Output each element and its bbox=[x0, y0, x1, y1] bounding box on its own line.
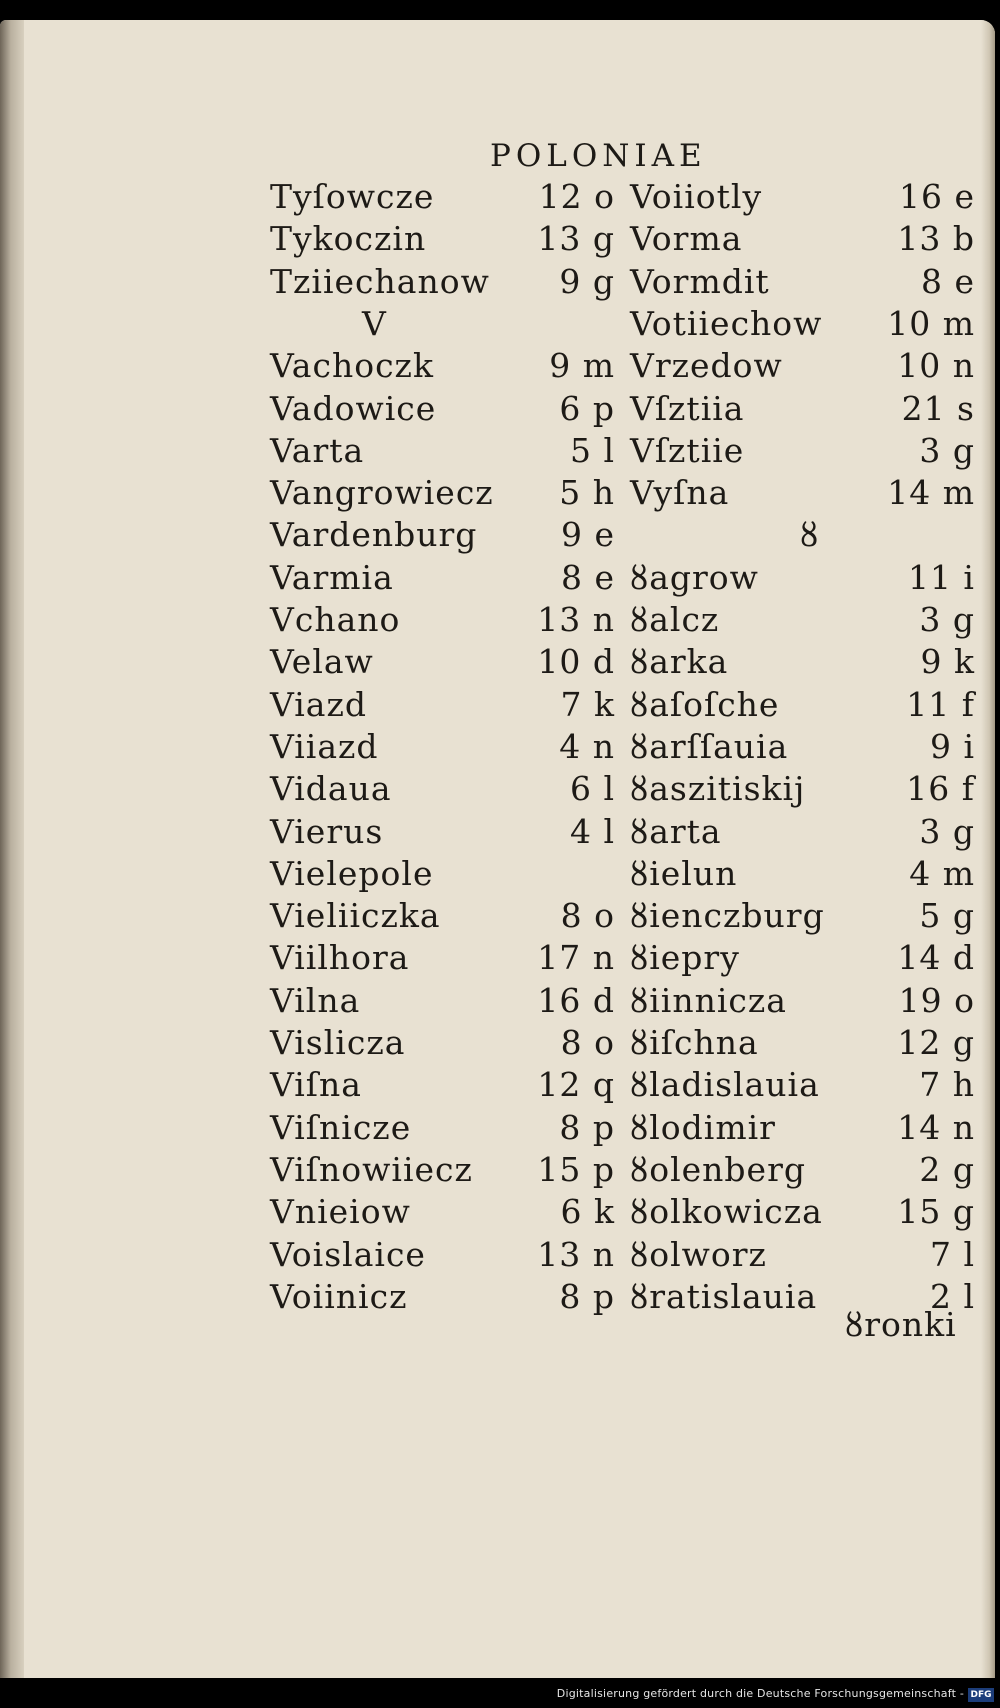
place-name: ȣlodimir bbox=[630, 1107, 776, 1147]
place-name: ȣaszitiskij bbox=[630, 769, 806, 809]
map-reference: 9 k bbox=[920, 642, 975, 682]
index-entry bbox=[0, 852, 995, 896]
index-entry bbox=[0, 767, 995, 811]
map-reference: 11 f bbox=[906, 684, 975, 724]
index-entry bbox=[0, 1190, 995, 1234]
map-reference: 19 o bbox=[898, 980, 975, 1020]
index-entry bbox=[0, 1106, 995, 1150]
map-reference: 2 g bbox=[919, 1149, 975, 1189]
map-reference: 15 p bbox=[537, 1149, 615, 1189]
map-reference: 8 o bbox=[560, 896, 615, 936]
map-reference: 14 m bbox=[887, 473, 975, 513]
map-reference: 3 g bbox=[919, 430, 975, 470]
map-reference: 3 g bbox=[919, 811, 975, 851]
map-reference: 6 k bbox=[560, 1192, 615, 1232]
index-entry bbox=[0, 217, 995, 261]
index-entry bbox=[0, 387, 995, 431]
place-name: Voiinicz bbox=[270, 1276, 408, 1316]
map-reference: 17 n bbox=[537, 938, 615, 978]
place-name: ȣielun bbox=[630, 853, 738, 893]
place-name: Viſnicze bbox=[270, 1107, 412, 1147]
map-reference: 13 n bbox=[537, 1234, 615, 1274]
place-name: Vieliiczka bbox=[270, 896, 441, 936]
index-entry bbox=[0, 598, 995, 642]
index-entry bbox=[0, 260, 995, 304]
place-name: ȣienczburg bbox=[630, 896, 825, 936]
place-name: Voiiotly bbox=[630, 177, 763, 216]
place-name: ȣolkowicza bbox=[630, 1192, 823, 1232]
dfg-logo: DFG bbox=[968, 1688, 994, 1702]
index-entry bbox=[0, 640, 995, 684]
index-entry bbox=[0, 936, 995, 980]
place-name: ȣagrow bbox=[630, 557, 759, 597]
map-reference: 12 o bbox=[538, 177, 615, 216]
index-entry bbox=[0, 810, 995, 854]
place-name: ȣiinnicza bbox=[630, 980, 787, 1020]
map-reference: 8 p bbox=[559, 1276, 615, 1316]
map-reference: 16 e bbox=[898, 177, 975, 216]
place-name: Vislicza bbox=[270, 1023, 406, 1062]
map-reference: 3 g bbox=[919, 600, 975, 639]
index-entry bbox=[0, 894, 995, 938]
place-name: Viilhora bbox=[270, 938, 410, 978]
map-reference: 9 m bbox=[549, 346, 615, 386]
index-entry bbox=[0, 683, 995, 727]
place-name: Vormdit bbox=[630, 261, 770, 301]
book-page bbox=[0, 20, 995, 1678]
map-reference: 9 e bbox=[560, 515, 615, 555]
map-reference: 13 g bbox=[537, 219, 615, 259]
map-reference: 4 m bbox=[909, 853, 975, 893]
place-name: Vſztiia bbox=[630, 388, 745, 428]
place-name: ȣolworz bbox=[630, 1234, 767, 1274]
place-name: ȣratislauia bbox=[630, 1276, 818, 1316]
place-name: Vielepole bbox=[270, 853, 434, 893]
map-reference: 10 d bbox=[537, 642, 615, 682]
place-name: ȣolenberg bbox=[630, 1149, 806, 1189]
map-reference: 5 l bbox=[569, 430, 615, 470]
catchword: ȣronki bbox=[845, 1305, 957, 1344]
map-reference: 8 e bbox=[560, 557, 615, 597]
map-reference: 7 h bbox=[919, 1065, 975, 1105]
section-letter-text: ȣ bbox=[800, 515, 820, 555]
place-name: Viiazd bbox=[270, 726, 379, 766]
index-entry bbox=[0, 344, 995, 388]
place-name: ȣalcz bbox=[630, 600, 720, 639]
place-name: Tyſowcze bbox=[270, 177, 435, 216]
map-reference: 4 n bbox=[559, 726, 615, 766]
place-name: Vrzedow bbox=[630, 346, 783, 386]
place-name: Vilna bbox=[270, 980, 361, 1020]
place-name: ȣiſchna bbox=[630, 1023, 759, 1062]
map-reference: 11 i bbox=[907, 557, 975, 597]
map-reference: 6 p bbox=[559, 388, 615, 428]
place-name: Voislaice bbox=[270, 1234, 426, 1274]
index-entry bbox=[0, 1021, 995, 1065]
map-reference: 15 g bbox=[897, 1192, 975, 1232]
index-entry bbox=[0, 471, 995, 515]
footer-bar bbox=[0, 1683, 1000, 1708]
map-reference: 9 g bbox=[559, 261, 615, 301]
index-entry bbox=[0, 1148, 995, 1192]
index-entry bbox=[0, 979, 995, 1023]
place-name: Varta bbox=[270, 430, 365, 470]
index-entry bbox=[0, 302, 995, 346]
place-name: Varmia bbox=[270, 557, 394, 597]
place-name: ȣaſoſche bbox=[630, 684, 780, 724]
index-entry bbox=[0, 1233, 995, 1277]
map-reference: 16 d bbox=[537, 980, 615, 1020]
map-reference: 5 h bbox=[559, 473, 615, 513]
section-letter-text: V bbox=[362, 303, 387, 343]
place-name: ȣarſſauia bbox=[630, 726, 789, 766]
map-reference: 13 n bbox=[537, 600, 615, 639]
map-reference: 4 l bbox=[569, 811, 615, 851]
map-reference: 7 k bbox=[560, 684, 615, 724]
place-name: Votiiechow bbox=[630, 303, 823, 343]
place-name: Velaw bbox=[270, 642, 374, 682]
place-name: ȣarka bbox=[630, 642, 729, 682]
place-name: Tykoczin bbox=[270, 219, 427, 259]
place-name: Vidaua bbox=[270, 769, 392, 809]
map-reference: 7 l bbox=[929, 1234, 975, 1274]
place-name: Vſztiie bbox=[630, 430, 745, 470]
map-reference: 10 m bbox=[887, 303, 975, 343]
place-name: Vachoczk bbox=[270, 346, 434, 386]
place-name: Vierus bbox=[270, 811, 384, 851]
map-reference: 12 g bbox=[897, 1023, 975, 1062]
place-name: Vorma bbox=[630, 219, 743, 259]
index-entry bbox=[0, 429, 995, 473]
page-heading: POLONIAE bbox=[490, 138, 707, 174]
place-name: ȣiepry bbox=[630, 938, 740, 978]
place-name: ȣladislauia bbox=[630, 1065, 820, 1105]
map-reference: 14 d bbox=[897, 938, 975, 978]
place-name: Viazd bbox=[270, 684, 367, 724]
place-name: Vnieiow bbox=[270, 1192, 411, 1232]
map-reference: 2 l bbox=[929, 1276, 975, 1316]
index-entry bbox=[0, 175, 995, 219]
place-name: Vardenburg bbox=[270, 515, 478, 555]
index-entry bbox=[0, 556, 995, 600]
section-letter bbox=[0, 513, 995, 557]
place-name: Vyſna bbox=[630, 473, 730, 513]
place-name: Vchano bbox=[270, 600, 401, 639]
map-reference: 12 q bbox=[537, 1065, 615, 1105]
map-reference: 5 g bbox=[919, 896, 975, 936]
map-reference: 14 n bbox=[897, 1107, 975, 1147]
map-reference: 8 o bbox=[560, 1023, 615, 1062]
place-name: Viſna bbox=[270, 1065, 362, 1105]
map-reference: 10 n bbox=[897, 346, 975, 386]
map-reference: 13 b bbox=[897, 219, 975, 259]
index-entry bbox=[0, 725, 995, 769]
map-reference: 8 p bbox=[559, 1107, 615, 1147]
map-reference: 8 e bbox=[920, 261, 975, 301]
map-reference: 9 i bbox=[929, 726, 975, 766]
place-name: Vadowice bbox=[270, 388, 437, 428]
index-entry bbox=[0, 1063, 995, 1107]
place-name: Viſnowiiecz bbox=[270, 1149, 473, 1189]
map-reference: 21 s bbox=[901, 388, 975, 428]
map-reference: 6 l bbox=[569, 769, 615, 809]
map-reference: 16 f bbox=[906, 769, 975, 809]
place-name: Vangrowiecz bbox=[270, 473, 494, 513]
place-name: Tziiechanow bbox=[270, 261, 490, 301]
footer-credit: Digitalisierung gefördert durch die Deutsche Forschungsgemeinschaft - bbox=[556, 1687, 964, 1700]
place-name: ȣarta bbox=[630, 811, 722, 851]
